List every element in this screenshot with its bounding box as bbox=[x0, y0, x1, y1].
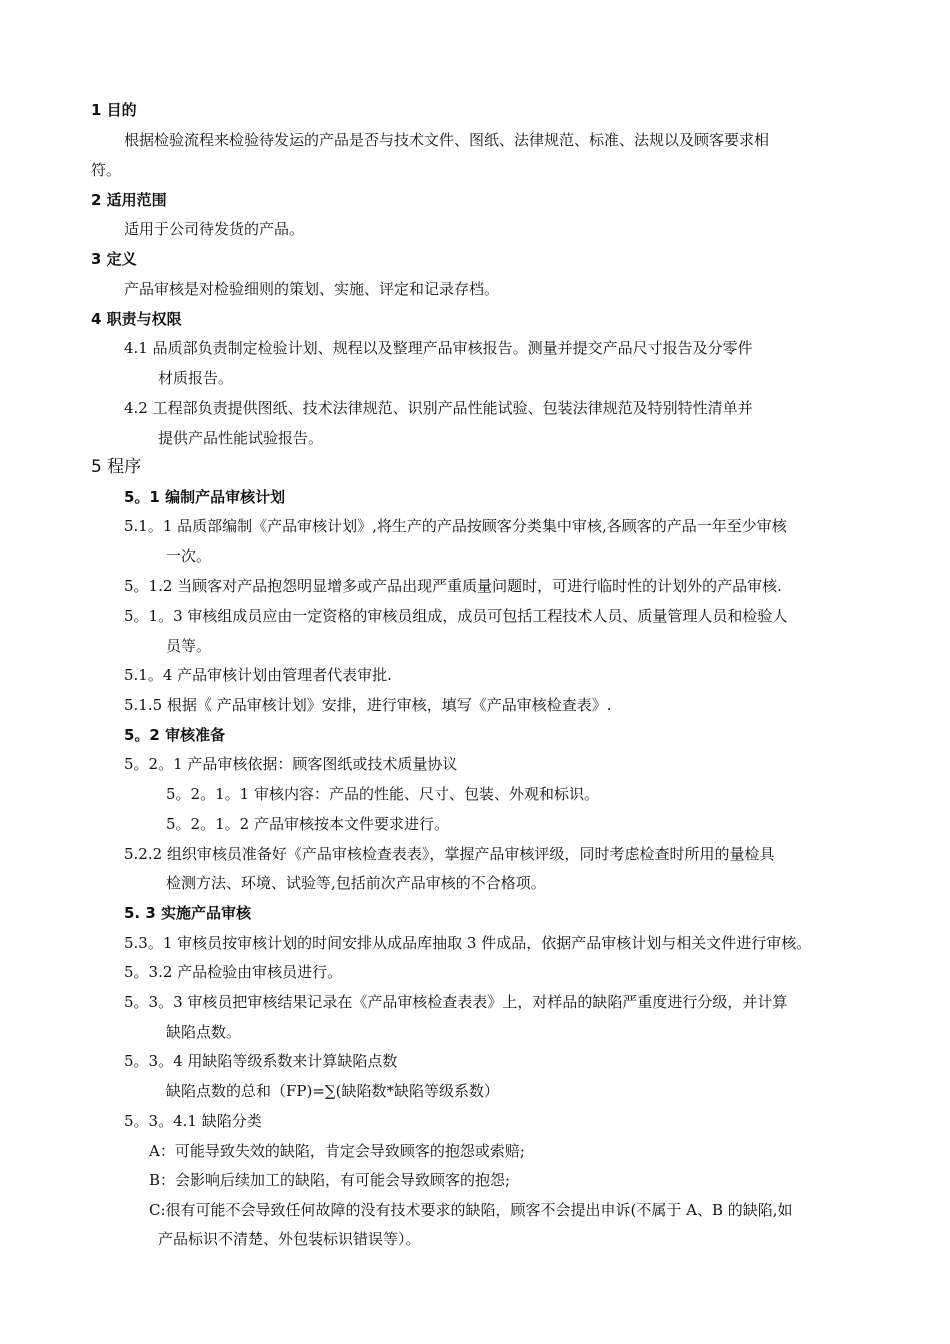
section-3-heading: 3 定义 bbox=[91, 250, 137, 268]
section-5-2-1: 5。2。1 产品审核依据：顾客图纸或技术质量协议 bbox=[124, 755, 458, 773]
section-5-2-heading: 5。2 审核准备 bbox=[124, 726, 226, 744]
section-5-2-2-line-2: 检测方法、环境、试验等,包括前次产品审核的不合格项。 bbox=[166, 874, 546, 892]
section-5-3-heading: 5. 3 实施产品审核 bbox=[124, 904, 252, 922]
section-2-heading: 2 适用范围 bbox=[91, 191, 167, 209]
section-5-3-1: 5.3。1 审核员按审核计划的时间安排从成品库抽取 3 件成品，依据产品审核计划与相关文件进行审核。 bbox=[124, 934, 812, 952]
section-5-1-3-line-2: 员等。 bbox=[166, 637, 212, 655]
section-5-1-2: 5。1.2 当顾客对产品抱怨明显增多或产品出现严重质量问题时，可进行临时性的计划外的产品审核. bbox=[124, 577, 782, 595]
section-5-3-4: 5。3。4 用缺陷等级系数来计算缺陷点数 bbox=[124, 1052, 398, 1070]
section-5-1-4: 5.1。4 产品审核计划由管理者代表审批. bbox=[124, 666, 392, 684]
section-1-heading: 1 目的 bbox=[91, 101, 137, 119]
section-4-1-line-1: 4.1 品质部负责制定检验计划、规程以及整理产品审核报告。测量并提交产品尺寸报告及分零件 bbox=[124, 339, 753, 357]
section-5-2-2-line-1: 5.2.2 组织审核员准备好《产品审核检查表表》，掌握产品审核评级，同时考虑检查时所用的量检具 bbox=[124, 845, 775, 863]
section-5-1-3-line-1: 5。1。3 审核组成员应由一定资格的审核员组成，成员可包括工程技术人员、质量管理人员和检验人 bbox=[124, 607, 788, 625]
defect-category-a: A：可能导致失效的缺陷，肯定会导致顾客的抱怨或索赔; bbox=[149, 1142, 525, 1160]
section-5-3-3-line-1: 5。3。3 审核员把审核结果记录在《产品审核检查表表》上，对样品的缺陷严重度进行分级，并计算 bbox=[124, 993, 788, 1011]
section-5-1-1-line-2: 一次。 bbox=[166, 547, 212, 565]
defect-category-c-line-1: C:很有可能不会导致任何故障的没有技术要求的缺陷，顾客不会提出申诉(不属于 A、B 的缺陷,如 bbox=[149, 1201, 793, 1219]
section-5-3-4-formula: 缺陷点数的总和（FP)=∑(缺陷数*缺陷等级系数） bbox=[166, 1082, 499, 1100]
section-3-text: 产品审核是对检验细则的策划、实施、评定和记录存档。 bbox=[124, 280, 500, 298]
section-1-text-line-2: 符。 bbox=[91, 161, 122, 179]
section-5-2-1-1: 5。2。1。1 审核内容：产品的性能、尺寸、包装、外观和标识。 bbox=[166, 785, 599, 803]
section-5-3-2: 5。3.2 产品检验由审核员进行。 bbox=[124, 963, 343, 981]
section-5-3-3-line-2: 缺陷点数。 bbox=[166, 1023, 242, 1041]
section-2-text: 适用于公司待发货的产品。 bbox=[124, 220, 305, 238]
defect-category-c-line-2: 产品标识不清楚、外包装标识错误等）。 bbox=[158, 1230, 421, 1248]
section-4-2-line-2: 提供产品性能试验报告。 bbox=[158, 429, 324, 447]
section-4-heading: 4 职责与权限 bbox=[91, 310, 182, 328]
section-5-3-4-1: 5。3。4.1 缺陷分类 bbox=[124, 1112, 262, 1130]
section-5-1-1-line-1: 5.1。1 品质部编制《产品审核计划》,将生产的产品按顾客分类集中审核,各顾客的产品一年至少审核 bbox=[124, 517, 787, 535]
section-5-2-1-2: 5。2。1。2 产品审核按本文件要求进行。 bbox=[166, 815, 449, 833]
defect-category-b: B：会影响后续加工的缺陷，有可能会导致顾客的抱怨; bbox=[149, 1171, 511, 1189]
section-4-2-line-1: 4.2 工程部负责提供图纸、技术法律规范、识别产品性能试验、包装法律规范及特别特性清单并 bbox=[124, 399, 753, 417]
section-5-1-heading: 5。1 编制产品审核计划 bbox=[124, 488, 286, 506]
section-4-1-line-2: 材质报告。 bbox=[158, 369, 234, 387]
section-5-1-5: 5.1.5 根据《 产品审核计划》安排，进行审核，填写《产品审核检查表》. bbox=[124, 696, 612, 714]
section-1-text-line-1: 根据检验流程来检验待发运的产品是否与技术文件、图纸、法律规范、标准、法规以及顾客要求相 bbox=[124, 131, 770, 149]
section-5-heading: 5 程序 bbox=[91, 457, 142, 477]
